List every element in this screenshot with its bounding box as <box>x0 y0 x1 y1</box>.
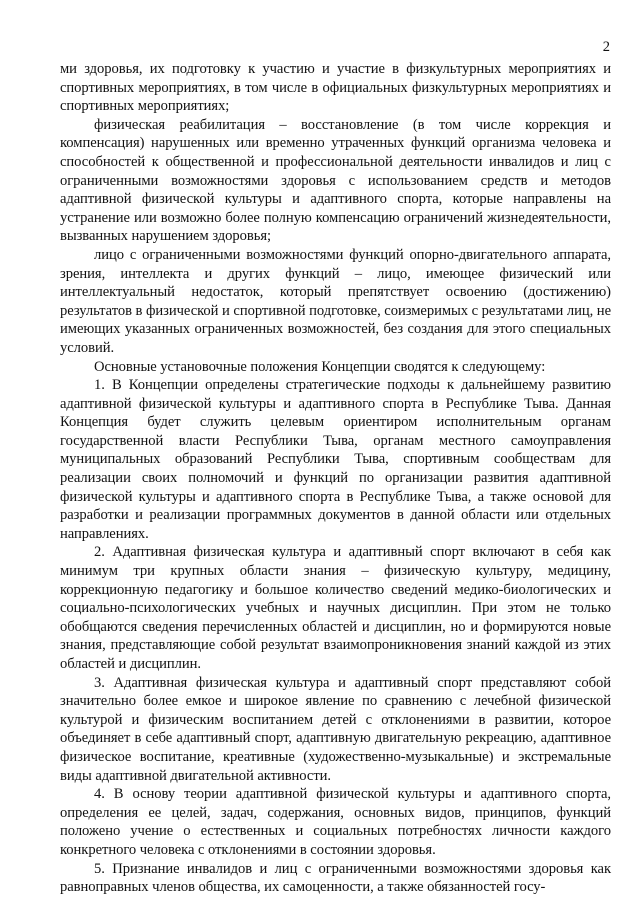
paragraph-definition-limited-abilities: лицо с ограниченными возможностями функций опорно-двигательного аппарата, зрения, интеллекта и других функций – лицо, имеющее физический или интеллектуальный недостаток, который препятствует освоению (достижению) результатов в физической и спортивной подготовке, соизмеримых с результатами лиц, не имеющих указанных ограниченных возможностей, без создания для этого специальных условий. <box>60 246 611 356</box>
paragraph-provision-5: 5. Признание инвалидов и лиц с ограниченными возможностями здоровья как равноправных членов общества, их самоценности, а также обязанностей госу- <box>60 860 611 896</box>
paragraph-definition-physical-rehabilitation: физическая реабилитация – восстановление (в том числе коррекция и компенсация) нарушенных или временно утраченных функций организма человека и способностей к общественной и профессиональной деятельности инвалидов и лиц с ограниченными возможностями здоровья с использованием средств и методов адаптивной физической культуры и адаптивного спорта, которые направлены на устранение или возможно более полную компенсацию ограничений жизнедеятельности, вызванных нарушением здоровья; <box>60 116 611 245</box>
paragraph-main-provisions-intro: Основные установочные положения Концепции сводятся к следующему: <box>94 358 546 375</box>
page-number: 2 <box>602 39 610 55</box>
document-body <box>60 60 611 897</box>
paragraph-provision-2: 2. Адаптивная физическая культура и адаптивный спорт включают в себя как минимум три крупных области знания – физическую культуру, медицину, коррекционную педагогику и большое количество сведений медико-биологических и социально-психологических учебных и научных дисциплин. При этом не только обобщаются сведения перечисленных областей и дисциплин, но и формируются новые знания, представляющие собой результат взаимопроникновения знаний каждой из этих областей и дисциплин. <box>60 544 611 672</box>
paragraph-continuation: ми здоровья, их подготовку к участию и участие в физкультурных мероприятиях и спортивных мероприятиях, в том числе в официальных физкультурных мероприятиях и спортивных мероприятиях; <box>60 61 611 115</box>
paragraph-provision-1: 1. В Концепции определены стратегические подходы к дальнейшему развитию адаптивной физической культуры и адаптивного спорта в Республике Тыва. Данная Концепция будет служить целевым ориентиром исполнительным органам государственной власти Республики Тыва, органам местного самоуправления муниципальных образований Республики Тыва, спортивным сообществам для реализации своих полномочий и функций по организации развития адаптивной физической культуры и адаптивного спорта в Республике Тыва, а также основой для разработки и реализации программных документов в данной области или отдельных направлениях. <box>60 377 611 542</box>
paragraph-provision-4: 4. В основу теории адаптивной физической культуры и адаптивного спорта, определения ее целей, задач, содержания, основных видов, принципов, функций положено учение о естественных и социальных потребностях личности каждого конкретного человека с отклонениями в состоянии здоровья. <box>60 786 611 858</box>
paragraph-provision-3: 3. Адаптивная физическая культура и адаптивный спорт представляют собой значительно более емкое и широкое явление по сравнению с лечебной физической культурой и физическим воспитанием детей с отклонениями в развитии, которое объединяет в себе адаптивный спорт, адаптивную двигательную рекреацию, адаптивное физическое воспитание, креативные (художественно-музыкальные) и экстремальные виды адаптивной двигательной активности. <box>60 674 611 784</box>
